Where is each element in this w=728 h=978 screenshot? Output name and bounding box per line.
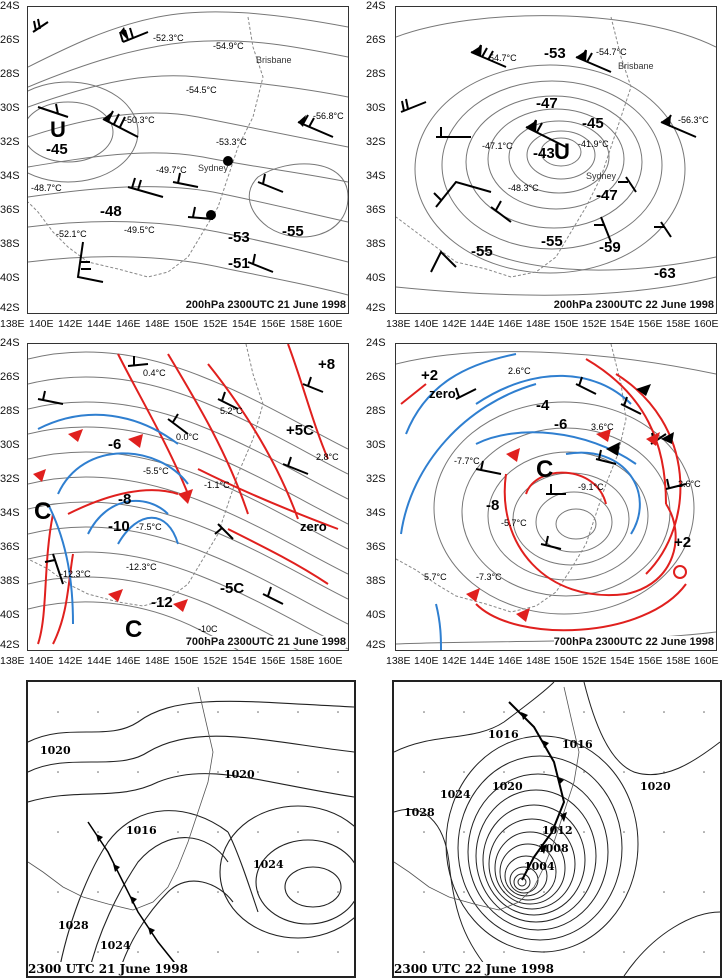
lat-tick: 26S — [366, 371, 386, 383]
lon-tick: 154E — [610, 655, 635, 667]
lat-tick: 34S — [366, 170, 386, 182]
lat-tick: 26S — [0, 34, 20, 46]
lon-tick: 148E — [526, 318, 551, 330]
contour-map — [28, 7, 348, 313]
height-label: -47 — [536, 95, 558, 112]
panel-caption: 700hPa 2300UTC 22 June 1998 — [553, 636, 714, 648]
lon-tick: 146E — [498, 655, 523, 667]
lon-tick: 158E — [666, 318, 691, 330]
temp-label: -5.5°C — [143, 466, 169, 476]
lon-tick: 140E — [29, 318, 54, 330]
isobar-label: 1008 — [538, 842, 569, 855]
lat-tick: 34S — [0, 507, 20, 519]
lat-tick: 30S — [366, 439, 386, 451]
lon-tick: 138E — [386, 318, 411, 330]
lat-tick: 38S — [0, 575, 20, 587]
temp-label: -54.7°C — [596, 47, 627, 57]
height-label: -45 — [46, 141, 68, 158]
low-symbol: C — [34, 498, 52, 525]
lat-tick: 42S — [366, 302, 386, 314]
panel-700hpa-21-june — [27, 343, 349, 651]
lat-tick: 24S — [366, 0, 386, 12]
lat-tick: 28S — [366, 68, 386, 80]
lat-tick: 28S — [0, 68, 20, 80]
lat-tick: 36S — [0, 541, 20, 553]
isobar-label: 1012 — [542, 824, 573, 837]
lon-tick: 138E — [0, 655, 25, 667]
low-symbol: C — [125, 616, 143, 643]
temp-label: -48.7°C — [31, 183, 62, 193]
isobar-label: 1016 — [126, 824, 157, 837]
lon-tick: 140E — [414, 655, 439, 667]
lat-tick: 32S — [0, 473, 20, 485]
lon-tick: 156E — [261, 318, 286, 330]
temp-label: -48.3°C — [508, 183, 539, 193]
isoline-label: zero — [429, 386, 456, 401]
temp-label: -52.3°C — [153, 33, 184, 43]
temp-label: -54.7°C — [486, 53, 517, 63]
lat-tick: 38S — [0, 238, 20, 250]
lat-tick: 26S — [366, 34, 386, 46]
isoline-label: -10 — [108, 518, 130, 535]
place-sydney: Sydney — [198, 163, 229, 173]
lat-tick: 36S — [366, 541, 386, 553]
isobar-label: 1028 — [404, 806, 435, 819]
temp-label: 0.0°C — [176, 432, 199, 442]
lon-tick: 158E — [290, 318, 315, 330]
lat-tick: 28S — [366, 405, 386, 417]
lon-tick: 150E — [174, 318, 199, 330]
temp-label: -56.8°C — [313, 111, 344, 121]
lat-tick: 30S — [0, 439, 20, 451]
temp-label: -50.3°C — [124, 115, 155, 125]
temp-label: -7.5°C — [136, 522, 162, 532]
lon-tick: 160E — [318, 655, 343, 667]
height-label: -55 — [471, 243, 493, 260]
lat-tick: 26S — [0, 371, 20, 383]
lat-tick: 32S — [366, 136, 386, 148]
lon-tick: 152E — [203, 655, 228, 667]
height-label: -59 — [599, 239, 621, 256]
isoline-label: -10C — [198, 624, 218, 634]
lon-tick: 140E — [414, 318, 439, 330]
isobar-label: 1004 — [524, 860, 555, 873]
place-brisbane: Brisbane — [256, 55, 292, 65]
isoline-label: zero — [300, 519, 327, 534]
isobar-label: 1028 — [58, 919, 89, 932]
temp-label: 3.6°C — [591, 422, 614, 432]
height-label: -63 — [654, 265, 676, 282]
temp-label: -9.1°C — [578, 482, 604, 492]
panel-mslp-21-june — [26, 680, 356, 978]
height-label: -51 — [228, 255, 250, 272]
temp-label: 2.8°C — [316, 452, 339, 462]
lon-tick: 150E — [174, 655, 199, 667]
panel-caption: 2300 UTC 21 June 1998 — [28, 962, 188, 976]
panel-caption: 200hPa 2300UTC 21 June 1998 — [185, 299, 346, 311]
isoline-label: -6 — [554, 416, 568, 433]
temp-label: 5.2°C — [220, 406, 243, 416]
place-brisbane: Brisbane — [618, 61, 654, 71]
low-symbol: U — [50, 117, 66, 142]
isobar-label: 1016 — [488, 728, 519, 741]
lat-tick: 30S — [0, 102, 20, 114]
isoline-label: -8 — [118, 491, 132, 508]
temp-label: -7.3°C — [476, 572, 502, 582]
lon-tick: 154E — [610, 318, 635, 330]
lat-tick: 36S — [0, 204, 20, 216]
lat-tick: 40S — [366, 609, 386, 621]
panel-200hpa-21-june — [27, 6, 349, 314]
lon-tick: 152E — [203, 318, 228, 330]
lon-tick: 148E — [145, 318, 170, 330]
panel-mslp-22-june — [392, 680, 722, 978]
temp-label: -49.7°C — [156, 165, 187, 175]
isoline-label: +2 — [674, 534, 692, 551]
isobar-label: 1024 — [100, 939, 131, 952]
height-label: -43 — [533, 145, 555, 162]
lon-tick: 144E — [470, 318, 495, 330]
isobar-label: 1024 — [253, 858, 284, 871]
lon-tick: 146E — [498, 318, 523, 330]
isoline-label: -6 — [108, 436, 122, 453]
temp-label: -5.7°C — [501, 518, 527, 528]
contour-map — [28, 344, 348, 650]
panel-200hpa-22-june — [395, 6, 717, 314]
lon-tick: 154E — [232, 655, 257, 667]
temp-label: -54.5°C — [186, 85, 217, 95]
lat-tick: 42S — [0, 302, 20, 314]
lat-tick: 24S — [0, 337, 20, 349]
isoline-label: +5C — [286, 422, 314, 439]
lon-tick: 160E — [318, 318, 343, 330]
lon-tick: 150E — [554, 655, 579, 667]
lat-tick: 40S — [366, 272, 386, 284]
height-label: -45 — [582, 115, 604, 132]
lon-tick: 152E — [582, 655, 607, 667]
lat-tick: 28S — [0, 405, 20, 417]
lat-tick: 38S — [366, 238, 386, 250]
lon-tick: 138E — [386, 655, 411, 667]
lon-tick: 160E — [694, 655, 719, 667]
lon-tick: 148E — [526, 655, 551, 667]
temp-label: -47.1°C — [482, 141, 513, 151]
isobar-label: 1020 — [224, 768, 255, 781]
isoline-label: -5C — [220, 580, 245, 597]
lon-tick: 158E — [290, 655, 315, 667]
temp-label: -41.9°C — [578, 139, 609, 149]
lon-tick: 150E — [554, 318, 579, 330]
temp-label: -7.7°C — [454, 456, 480, 466]
lon-tick: 152E — [582, 318, 607, 330]
lon-tick: 148E — [145, 655, 170, 667]
lat-tick: 34S — [366, 507, 386, 519]
isoline-label: +2 — [421, 367, 439, 384]
lat-tick: 42S — [0, 639, 20, 651]
isobar-label: 1024 — [440, 788, 471, 801]
isobar-label: 1020 — [40, 744, 71, 757]
lon-tick: 144E — [470, 655, 495, 667]
lat-tick: 38S — [366, 575, 386, 587]
lat-tick: 24S — [0, 0, 20, 12]
temp-label: 5.7°C — [424, 572, 447, 582]
temp-label: -12.3°C — [126, 562, 157, 572]
lon-tick: 160E — [694, 318, 719, 330]
lon-tick: 146E — [116, 655, 141, 667]
lat-tick: 30S — [366, 102, 386, 114]
lat-tick: 40S — [0, 609, 20, 621]
lat-tick: 42S — [366, 639, 386, 651]
lon-tick: 142E — [58, 318, 83, 330]
temp-label: -49.5°C — [124, 225, 155, 235]
lat-tick: 40S — [0, 272, 20, 284]
temp-label: 2.6°C — [678, 479, 701, 489]
temp-label: -12.3°C — [60, 569, 91, 579]
lat-tick: 24S — [366, 337, 386, 349]
lon-tick: 144E — [87, 655, 112, 667]
panel-caption: 2300 UTC 22 June 1998 — [394, 962, 554, 976]
lon-tick: 154E — [232, 318, 257, 330]
lon-tick: 156E — [261, 655, 286, 667]
lon-tick: 146E — [116, 318, 141, 330]
lon-tick: 140E — [29, 655, 54, 667]
lat-tick: 34S — [0, 170, 20, 182]
temp-label: -52.1°C — [56, 229, 87, 239]
isoline-label: -12 — [151, 594, 173, 611]
temp-label: -56.3°C — [678, 115, 709, 125]
isoline-label: -8 — [486, 497, 500, 514]
low-symbol: C — [536, 456, 554, 483]
lon-tick: 142E — [442, 655, 467, 667]
height-label: -53 — [544, 45, 566, 62]
lon-tick: 142E — [58, 655, 83, 667]
lat-tick: 32S — [0, 136, 20, 148]
isoline-label: -4 — [536, 397, 550, 414]
lat-tick: 36S — [366, 204, 386, 216]
height-label: -55 — [282, 223, 304, 240]
height-label: -47 — [596, 187, 618, 204]
place-sydney: Sydney — [586, 171, 617, 181]
lon-tick: 156E — [638, 318, 663, 330]
height-label: -53 — [228, 229, 250, 246]
isobar-label: 1020 — [492, 780, 523, 793]
panel-caption: 700hPa 2300UTC 21 June 1998 — [185, 636, 346, 648]
isobar-label: 1020 — [640, 780, 671, 793]
temp-label: -53.3°C — [216, 137, 247, 147]
temp-label: 2.6°C — [508, 366, 531, 376]
temp-label: -54.9°C — [213, 41, 244, 51]
lon-tick: 158E — [666, 655, 691, 667]
lon-tick: 156E — [638, 655, 663, 667]
lon-tick: 142E — [442, 318, 467, 330]
height-label: -55 — [541, 233, 563, 250]
lon-tick: 138E — [0, 318, 25, 330]
isoline-label: +8 — [318, 356, 336, 373]
lat-tick: 32S — [366, 473, 386, 485]
low-symbol: U — [554, 139, 570, 164]
panel-700hpa-22-june — [395, 343, 717, 651]
temp-label: 0.4°C — [143, 368, 166, 378]
isobar-label: 1016 — [562, 738, 593, 751]
temp-label: -1.1°C — [204, 480, 230, 490]
height-label: -48 — [100, 203, 122, 220]
lon-tick: 144E — [87, 318, 112, 330]
panel-caption: 200hPa 2300UTC 22 June 1998 — [553, 299, 714, 311]
